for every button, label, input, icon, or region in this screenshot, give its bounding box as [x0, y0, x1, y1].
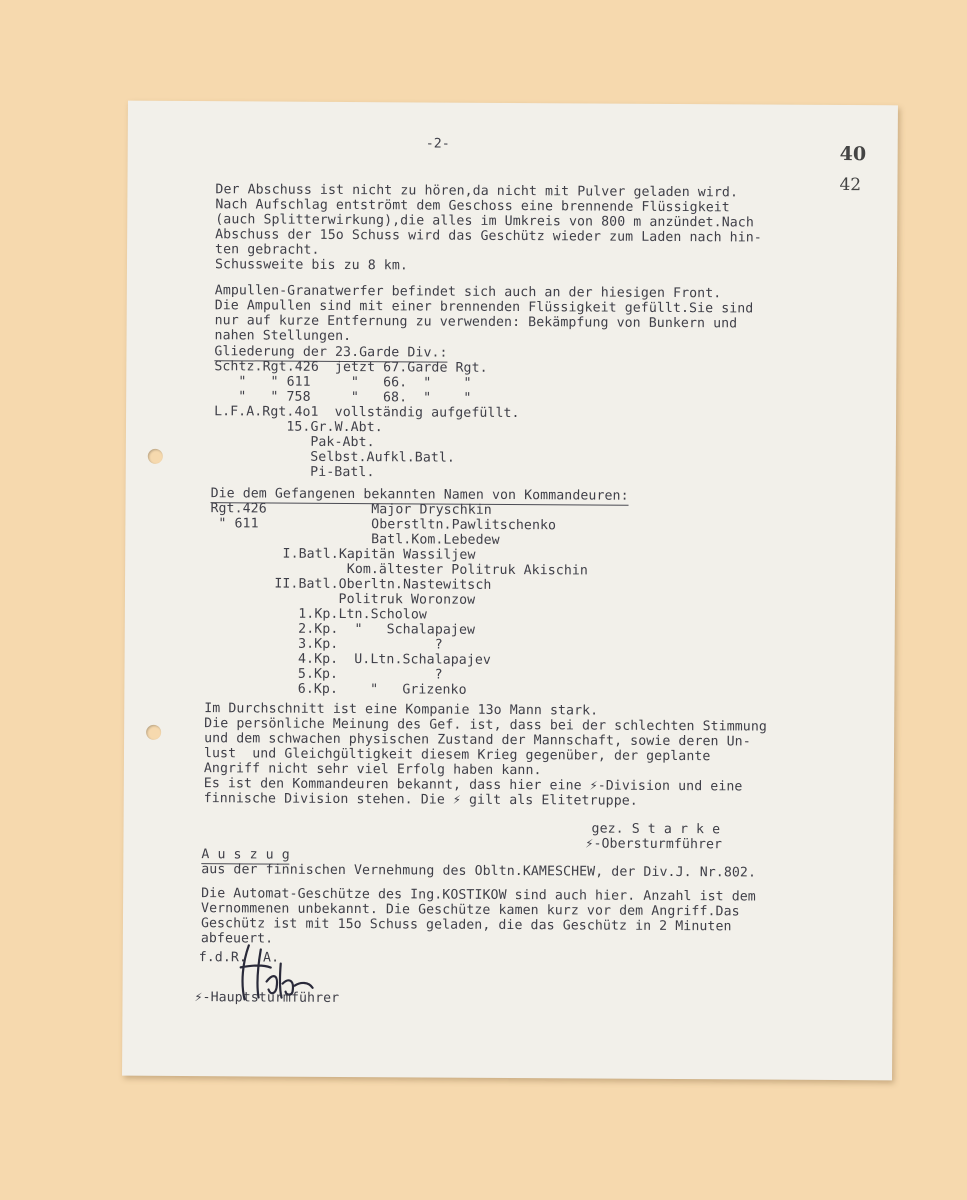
- heading-gliederung: Gliederung der 23.Garde Div.:: [214, 344, 448, 361]
- signed-name: gez. S t a r k e: [591, 821, 721, 838]
- paragraph-assessment: Im Durchschnitt ist eine Kompanie 13o Mann stark. Die persönliche Meinung des Gef. ist, dass bei der schlechten Stimmung und dem schwachen physischen Zustand der Mannschaft, sowie deren Un- lust und Gleichgültigkeit diesem Krieg gegenüber, der geplante Angriff nicht sehr viel Erfolg haben kann. Es ist den Kommandeuren bekannt, dass hier eine ⚡-Division und eine finnische Division stehen. Die ⚡ gilt als Elitetruppe.: [203, 701, 767, 809]
- paragraph-ampullen: Ampullen-Granatwerfer befindet sich auch an der hiesigen Front. Die Ampullen sind mit einer brennenden Flüssigkeit gefüllt.Sie sind nur auf kurze Entfernung zu verwenden: Bekämpfung von Bunkern und nahen Stellungen.: [214, 283, 754, 345]
- paragraph-projectile: Der Abschuss ist nicht zu hören,da nicht mit Pulver geladen wird. Nach Aufschlag entströmt dem Geschoss eine brennende Flüssigkeit (auch Splitterwirkung),die alles im Umkreis von 800 m anzündet.Nach Abschuss der 15o Schuss wird das Geschütz wieder zum Laden nach hin- ten gebracht. Schussweite bis zu 8 km.: [214, 182, 762, 274]
- punch-hole-bottom: [146, 725, 161, 740]
- auszug-subtitle: aus der finnischen Vernehmung des Obltn.KAMESCHEW, der Div.J. Nr.802.: [201, 862, 757, 881]
- page-marker: -2-: [425, 136, 450, 152]
- folio-number-secondary: 42: [839, 175, 862, 196]
- heading-auszug: A u s z u g: [201, 847, 290, 863]
- punch-hole-top: [148, 449, 163, 464]
- kommandeure-list: Rgt.426 Major Dryschkin " 611 Oberstltn.Pawlitschenko Batl.Kom.Lebedew I.Batl.Kapitän Wassiljew Kom.ältester Politruk Akischin II.Batl.Oberltn.Nastewitsch Politruk Woronzow 1.Kp.Ltn.Scholow 2.Kp. " Schalapajew 3.Kp. ? 4.Kp. U.Ltn.Schalapajev 5.Kp. ? 6.Kp. " Grizenko: [209, 501, 589, 698]
- gliederung-list: Schtz.Rgt.426 jetzt 67.Garde Rgt. " " 611 " 66. " " " " 758 " 68. " " L.F.A.Rgt.4o1 vollständig aufgefüllt. 15.Gr.W.Abt. Pak-Abt. Selbst.Aufkl.Batl. Pi-Batl.: [213, 359, 520, 481]
- heading-kommandeure: Die dem Gefangenen bekannten Namen von Kommandeuren:: [210, 486, 629, 504]
- fdr-line: f.d.R. .A.: [198, 950, 280, 966]
- signer-rank: ⚡-Hauptsturmführer: [194, 990, 340, 1006]
- signed-rank: ⚡-Obersturmführer: [585, 836, 723, 853]
- paragraph-automat: Die Automat-Geschütze des Ing.KOSTIKOW sind auch hier. Anzahl ist dem Vernommenen unbekannt. Die Geschütze kamen kurz vor dem Angriff.Das Geschütz ist mit 15o Schuss geladen, die das Geschütz in 2 Minuten abfeuert.: [200, 886, 756, 947]
- folio-number-primary: 40: [839, 143, 867, 166]
- document-sheet: [122, 101, 898, 1081]
